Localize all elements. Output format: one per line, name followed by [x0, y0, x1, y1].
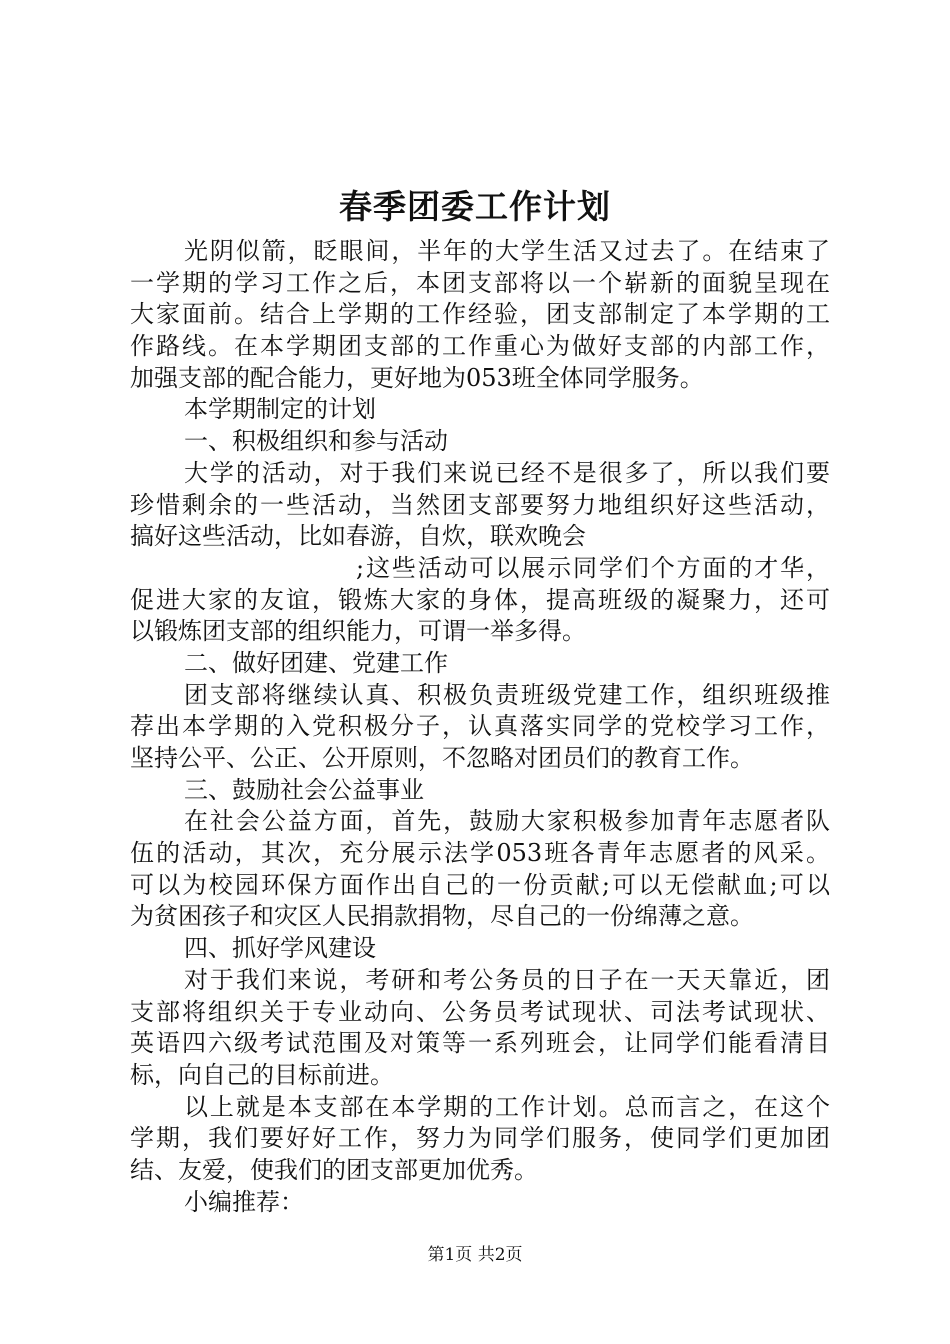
text-line: 搞好这些活动，比如春游，自炊，联欢晚会: [130, 522, 586, 551]
text-line: 学期，我们要好好工作，努力为同学们服务，使同学们更加团: [130, 1124, 830, 1153]
text-line: 珍惜剩余的一些活动，当然团支部要努力地组织好这些活动，: [130, 490, 830, 519]
page-footer: 第1页 共2页: [427, 1245, 523, 1265]
text-line: 促进大家的友谊，锻炼大家的身体，提高班级的凝聚力，还可: [130, 585, 830, 614]
text-line: ;这些活动可以展示同学们个方面的才华，: [356, 553, 830, 582]
section-heading: 本学期制定的计划: [184, 395, 376, 424]
text-line: 可以为校园环保方面作出自己的一份贡献;可以无偿献血;可以: [130, 870, 830, 899]
text-line: 对于我们来说，考研和考公务员的日子在一天天靠近，团: [184, 965, 830, 994]
text-line: 荐出本学期的入党积极分子，认真落实同学的党校学习工作，: [130, 712, 830, 741]
text-line: 在社会公益方面，首先，鼓励大家积极参加青年志愿者队: [184, 807, 830, 836]
section-heading: 四、抓好学风建设: [184, 934, 376, 963]
text-line: 小编推荐：: [184, 1187, 304, 1216]
text-line: 加强支部的配合能力，更好地为053班全体同学服务。: [130, 363, 704, 392]
text-line: 大学的活动，对于我们来说已经不是很多了，所以我们要: [184, 458, 830, 487]
document-body: [130, 236, 830, 1218]
text-line: 光阴似箭，眨眼间，半年的大学生活又过去了。在结束了: [184, 237, 830, 265]
text-line: 团支部将继续认真、积极负责班级党建工作，组织班级推: [184, 680, 830, 709]
text-line: 伍的活动，其次，充分展示法学053班各青年志愿者的风采。: [130, 839, 830, 868]
text-line: 支部将组织关于专业动向、公务员考试现状、司法考试现状、: [130, 997, 830, 1026]
section-heading: 一、积极组织和参与活动: [184, 427, 448, 456]
text-line: 标，向自己的目标前进。: [130, 1060, 394, 1089]
text-line: 以上就是本支部在本学期的工作计划。总而言之，在这个: [184, 1092, 830, 1121]
section-heading: 二、做好团建、党建工作: [184, 648, 448, 677]
text-line: 结、友爱，使我们的团支部更加优秀。: [130, 1155, 538, 1184]
text-line: 以锻炼团支部的组织能力，可谓一举多得。: [130, 617, 586, 646]
text-line: 大家面前。结合上学期的工作经验，团支部制定了本学期的工: [130, 300, 830, 329]
text-line: 英语四六级考试范围及对策等一系列班会，让同学们能看清目: [130, 1029, 830, 1058]
page-title: 春季团委工作计划: [339, 187, 611, 226]
text-line: 坚持公平、公正、公开原则，不忽略对团员们的教育工作。: [130, 744, 754, 772]
text-line: 作路线。在本学期团支部的工作重心为做好支部的内部工作，: [130, 332, 830, 361]
text-line: 一学期的学习工作之后，本团支部将以一个崭新的面貌呈现在: [130, 268, 830, 297]
text-line: 为贫困孩子和灾区人民捐款捐物，尽自己的一份绵薄之意。: [130, 902, 754, 931]
section-heading: 三、鼓励社会公益事业: [184, 775, 424, 804]
